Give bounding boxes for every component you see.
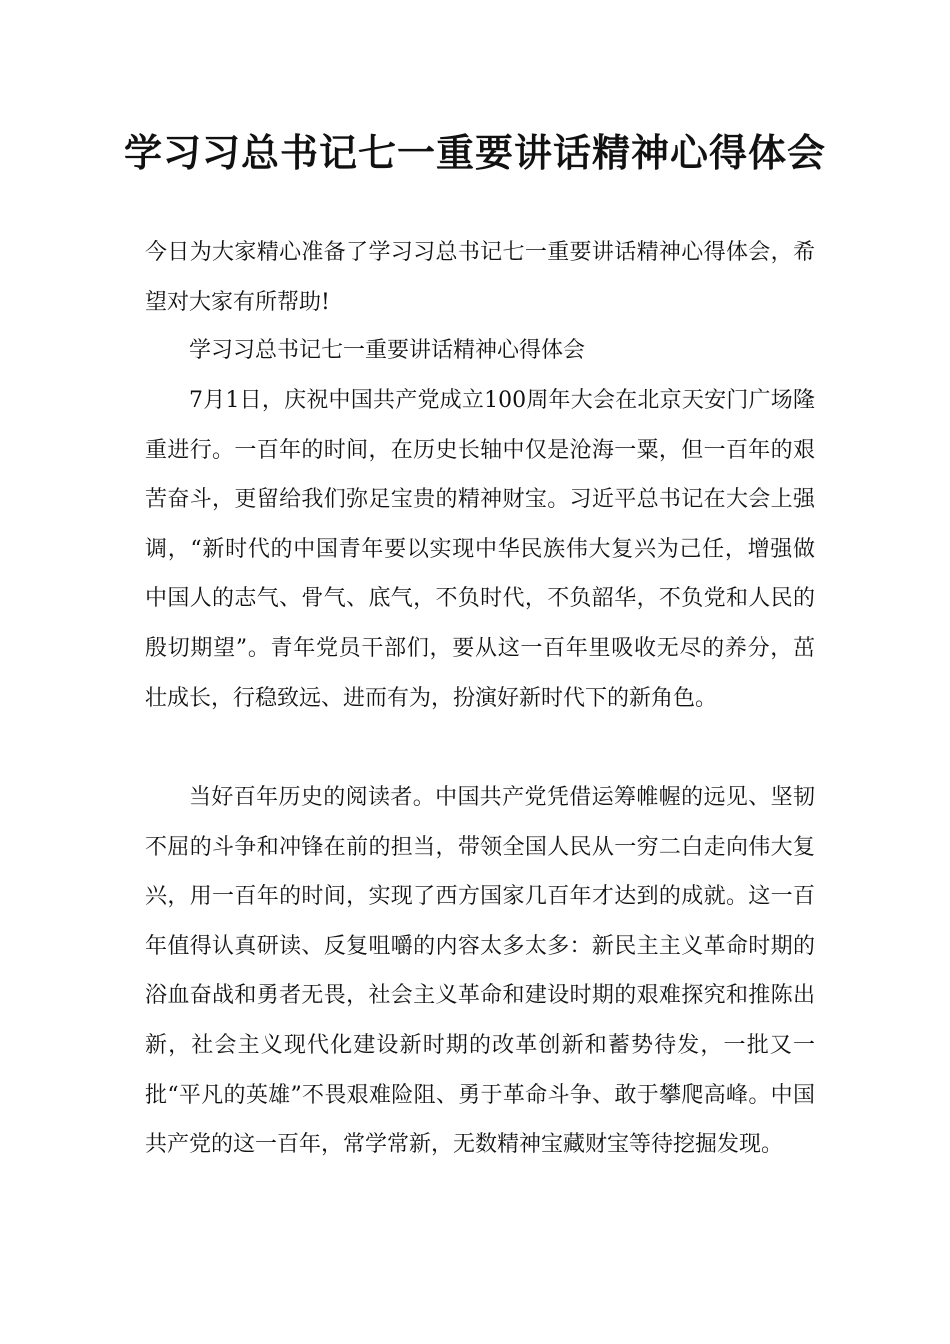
body-paragraph-2: 当好百年历史的阅读者。中国共产党凭借运筹帷幄的远见、坚韧不屈的斗争和冲锋在前的担当，带领全国人民从一穷二白走向伟大复兴，用一百年的时间，实现了西方国家几百年才达到的成就。这一百年值得认真研读、反复咀嚼的内容太多太多：新民主主义革命时期的浴血奋战和勇者无畏，社会主义革命和建设时期的艰难探究和推陈出新，社会主义现代化建设新时期的改革创新和蓄势待发，一批又一批“平凡的英雄”不畏艰难险阻、勇于革命斗争、敢于攀爬高峰。中国共产党的这一百年，常学常新，无数精神宝藏财宝等待挖掘发现。 xyxy=(145,785,815,1158)
intro-paragraph: 今日为大家精心准备了学习习总书记七一重要讲话精神心得体会，希望对大家有所帮助! xyxy=(145,240,815,315)
subtitle-paragraph: 学习习总书记七一重要讲话精神心得体会 xyxy=(189,338,586,363)
body-paragraph-1: 7月1日，庆祝中国共产党成立100周年大会在北京天安门广场隆重进行。一百年的时间，在历史长轴中仅是沧海一粟，但一百年的艰苦奋斗，更留给我们弥足宝贵的精神财宝。习近平总书记在大会上强调，“新时代的中国青年要以实现中华民族伟大复兴为己任，增强做中国人的志气、骨气、底气，不负时代，不负韶华，不负党和人民的殷切期望”。青年党员干部们，要从这一百年里吸收无尽的养分，茁壮成长，行稳致远、进而有为，扮演好新时代下的新角色。 xyxy=(145,388,815,711)
document-title: 学习习总书记七一重要讲话精神心得体会 xyxy=(123,131,826,175)
